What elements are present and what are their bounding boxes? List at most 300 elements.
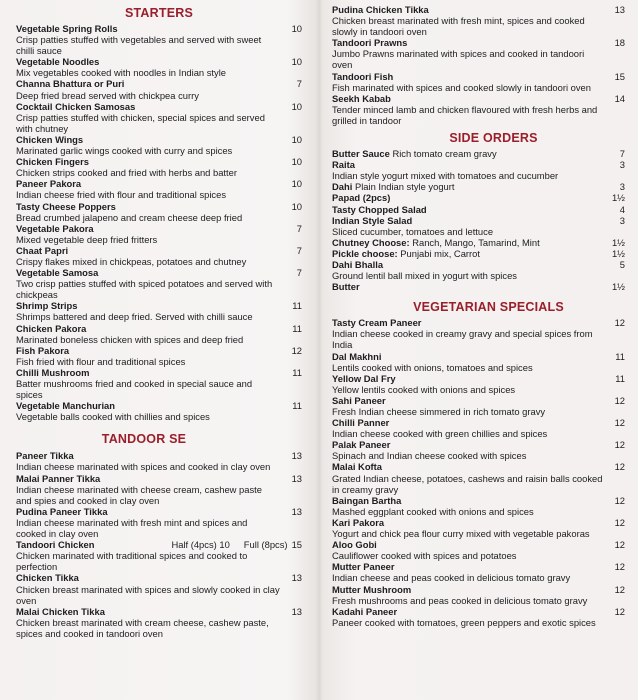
menu-item-heading <box>332 517 384 528</box>
menu-item-portions <box>171 539 287 550</box>
menu-item <box>332 93 625 126</box>
menu-item-price: 12 <box>291 344 302 356</box>
menu-item-name: Shrimp Strips <box>16 300 78 312</box>
menu-item-row <box>332 204 625 215</box>
menu-item-row <box>332 351 625 362</box>
menu-item <box>16 23 302 56</box>
menu-item-heading <box>332 181 454 192</box>
menu-item-heading <box>16 606 105 617</box>
menu-item-description: Mixed vegetable deep fried fritters <box>16 233 158 245</box>
menu-item <box>16 300 302 322</box>
menu-item-name: Indian Style Salad <box>332 214 413 226</box>
right-column <box>330 0 638 700</box>
menu-item-description: Indian cheese fried with flour and traditional spices <box>16 189 227 201</box>
menu-item <box>332 281 625 292</box>
menu-item-description: Chicken breast marinated with fresh mint, spices and cooked slowly in tandoori oven <box>332 15 585 38</box>
menu-item-description: Fish marinated with spices and cooked slowly in tandoori oven <box>332 81 591 93</box>
menu-item-price: 3 <box>619 159 625 171</box>
menu-item <box>332 351 625 373</box>
menu-item-price: 14 <box>614 92 625 104</box>
menu-item-price: 12 <box>614 561 625 573</box>
menu-item-price: 1½ <box>611 247 625 259</box>
menu-item <box>332 215 625 237</box>
menu-item <box>16 606 302 639</box>
menu-item-name: Mutter Paneer <box>332 561 395 573</box>
menu-item-name: Dahi Bhalla <box>332 258 384 270</box>
menu-item-price: 11 <box>292 300 302 312</box>
menu-item-name: Chicken Pakora <box>16 322 87 334</box>
menu-item-heading <box>332 93 391 104</box>
menu-item-heading <box>332 373 396 384</box>
menu-item-row <box>16 367 302 378</box>
menu-item-description: Batter mushrooms fried and cooked in special sauce and spices <box>16 378 253 401</box>
menu-item-price: 7 <box>296 222 302 234</box>
menu-item-price: 18 <box>614 37 625 49</box>
menu-item-price: 11 <box>615 372 625 384</box>
menu-item-description: Indian cheese marinated with cheese cream, cashew paste and spies and cooked in clay oven <box>16 483 262 506</box>
menu-item-description: Indian cheese and peas cooked in delicious tomato gravy <box>332 572 571 584</box>
menu-item-row <box>16 178 302 189</box>
menu-item-name: Butter Sauce <box>332 148 390 160</box>
menu-item-description: Indian cheese cooked in creamy gravy and special spices from India <box>332 328 593 351</box>
menu-item-description: Fresh Indian cheese simmered in rich tomato gravy <box>332 406 546 417</box>
menu-item-name: Paneer Pakora <box>16 178 82 190</box>
menu-item-name: Chicken Tikka <box>16 572 79 584</box>
menu-item-name: Tandoori Chicken <box>16 539 95 551</box>
menu-item-description: Mix vegetables cooked with noodles in Indian style <box>16 67 227 79</box>
menu-item-name: Palak Paneer <box>332 439 391 451</box>
full-portion: Full (8pcs) <box>243 539 288 551</box>
menu-item <box>332 317 625 350</box>
menu-item-heading <box>332 539 377 550</box>
menu-item-description: Two crisp patties stuffed with spiced potatoes and served with chickpeas <box>16 278 273 301</box>
menu-item-description: Marinated boneless chicken with spices and deep fried <box>16 333 244 345</box>
menu-item-row <box>332 148 625 159</box>
menu-item-note: Punjabi mix, Carrot <box>400 247 480 259</box>
menu-item-heading <box>16 56 99 67</box>
menu-item-description: Mashed eggplant cooked with onions and spices <box>332 505 534 517</box>
menu-item-row <box>16 23 302 34</box>
menu-item-heading <box>16 367 89 378</box>
menu-item-price: 10 <box>291 23 302 34</box>
menu-item-row <box>332 93 625 104</box>
menu-item-row <box>16 201 302 212</box>
menu-item-heading <box>16 300 77 311</box>
menu-item-description: Crisp patties stuffed with chicken, special spices and served with chutney <box>16 111 265 134</box>
menu-item <box>332 148 625 159</box>
menu-item <box>16 178 302 200</box>
menu-item-price: 12 <box>614 583 625 595</box>
menu-item-price: 11 <box>292 366 302 378</box>
menu-item-name: Chicken Fingers <box>16 156 89 168</box>
menu-item-heading <box>16 156 89 167</box>
menu-item-row <box>332 37 625 48</box>
menu-item-name: Cocktail Chicken Samosas <box>16 100 136 112</box>
menu-item-description: Indian style yogurt mixed with tomatoes and cucumber <box>332 170 559 182</box>
menu-item-name: Papad (2pcs) <box>332 192 391 204</box>
menu-item <box>332 584 625 606</box>
menu-item-name: Mutter Mushroom <box>332 583 412 595</box>
menu-item <box>16 506 302 539</box>
menu-item-description: Chicken breast marinated with spices and slowly cooked in clay oven <box>16 583 280 606</box>
menu-item-heading <box>16 450 74 461</box>
tandoor-title: TANDOOR SE <box>101 432 187 447</box>
menu-item-description: Cauliflower cooked with spices and potatoes <box>332 550 517 562</box>
menu-item-note: Rich tomato cream gravy <box>392 148 497 160</box>
menu-item-note: Ranch, Mango, Tamarind, Mint <box>412 236 540 248</box>
menu-item-row <box>332 539 625 550</box>
menu-item-name: Chutney Choose: <box>332 236 410 248</box>
menu-item-row <box>332 584 625 595</box>
menu-item-price: 15 <box>291 539 302 551</box>
side-orders-list <box>332 148 625 292</box>
menu-item-name: Malai Panner Tikka <box>16 472 101 484</box>
menu-item-row <box>16 539 302 550</box>
menu-item <box>16 56 302 78</box>
vegetarian-title: VEGETARIAN SPECIALS <box>413 300 564 315</box>
menu-item <box>332 37 625 70</box>
menu-item-name: Chilli Mushroom <box>16 366 90 378</box>
menu-item <box>332 373 625 395</box>
menu-item <box>332 248 625 259</box>
menu-item-row <box>16 323 302 334</box>
menu-item <box>16 345 302 367</box>
menu-item <box>16 323 302 345</box>
menu-item-description: Crispy flakes mixed in chickpeas, potatoes and chutney <box>16 255 247 267</box>
menu-item-row <box>332 439 625 450</box>
menu-item-description: Chicken breast marinated with cream cheese, cashew paste, spices and cooked in tandoori oven <box>16 616 269 639</box>
menu-item-heading <box>16 245 68 256</box>
menu-item-price: 13 <box>291 505 302 517</box>
menu-item-price: 10 <box>291 200 302 212</box>
menu-item-heading <box>16 506 108 517</box>
menu-item-name: Yellow Dal Fry <box>332 372 396 384</box>
menu-item-heading <box>332 248 480 259</box>
menu-item-name: Kadahi Paneer <box>332 605 398 617</box>
menu-item-row <box>332 71 625 82</box>
menu-item <box>16 156 302 178</box>
menu-item-name: Malai Chicken Tikka <box>16 605 105 617</box>
menu-item-row <box>332 281 625 292</box>
menu-item-description: Deep fried bread served with chickpea curry <box>16 89 199 101</box>
menu-item-heading <box>16 539 94 550</box>
menu-item-row <box>332 181 625 192</box>
menu-item-row <box>16 473 302 484</box>
menu-item-price: 13 <box>291 472 302 484</box>
menu-item-heading <box>332 461 382 472</box>
menu-item-price: 11 <box>292 400 302 412</box>
menu-item-price: 12 <box>614 516 625 528</box>
menu-item-name: Baingan Bartha <box>332 494 402 506</box>
menu-item <box>332 417 625 439</box>
menu-item-description: Lentils cooked with onions, tomatoes and spices <box>332 361 533 373</box>
menu-item-heading <box>16 78 124 89</box>
menu-item-heading <box>332 204 427 215</box>
menu-item-row <box>16 245 302 256</box>
menu-item-price: 12 <box>614 317 625 329</box>
menu-item-price: 11 <box>615 350 625 362</box>
menu-item-description: Yellow lentils cooked with onions and spices <box>332 383 516 395</box>
menu-item-heading <box>16 323 86 334</box>
menu-item <box>16 134 302 156</box>
half-portion: Half (4pcs) 10 <box>171 539 230 551</box>
menu-item-name: Aloo Gobi <box>332 539 377 551</box>
menu-item-row <box>16 572 302 583</box>
menu-item-name: Sahi Paneer <box>332 394 386 406</box>
tandoor-list-continued <box>332 4 625 126</box>
menu-item-name: Pickle choose: <box>332 247 398 259</box>
menu-item-row <box>16 506 302 517</box>
menu-item-row <box>332 417 625 428</box>
menu-item-price: 1½ <box>611 192 625 204</box>
menu-item-heading <box>332 71 393 82</box>
menu-item-row <box>332 248 625 259</box>
menu-item-price: 13 <box>291 450 302 462</box>
menu-item-name: Seekh Kabab <box>332 92 391 104</box>
menu-item <box>332 204 625 215</box>
menu-item-description: Sliced cucumber, tomatoes and lettuce <box>332 225 494 237</box>
menu-item <box>332 4 625 37</box>
menu-item-heading <box>332 192 390 203</box>
menu-item-heading <box>16 178 81 189</box>
menu-item <box>16 572 302 605</box>
menu-item-row <box>332 495 625 506</box>
menu-item-name: Chilli Panner <box>332 417 390 429</box>
menu-item-name: Tasty Cream Paneer <box>332 317 422 329</box>
menu-item-description: Fresh mushrooms and peas cooked in delicious tomato gravy <box>332 594 588 606</box>
menu-item <box>16 450 302 472</box>
menu-item-row <box>332 517 625 528</box>
menu-item-description: Indian cheese marinated with spices and cooked in clay oven <box>16 461 271 473</box>
menu-item-price: 13 <box>291 572 302 584</box>
menu-item <box>332 395 625 417</box>
menu-item <box>332 259 625 281</box>
menu-item-heading <box>332 4 429 15</box>
menu-item-heading <box>16 101 135 112</box>
menu-item <box>16 101 302 134</box>
menu-item-heading <box>332 37 407 48</box>
menu-item-description: Jumbo Prawns marinated with spices and cooked in tandoori oven <box>332 48 585 71</box>
menu-item-price: 1½ <box>611 281 625 293</box>
menu-item-heading <box>332 495 401 506</box>
menu-item-heading <box>16 267 98 278</box>
menu-item-price: 7 <box>296 244 302 256</box>
menu-item-heading <box>16 23 118 34</box>
menu-item-heading <box>332 148 497 159</box>
menu-item-name: Vegetable Pakora <box>16 222 94 234</box>
menu-item-name: Fish Pakora <box>16 344 70 356</box>
menu-item-row <box>16 134 302 145</box>
menu-item-name: Paneer Tikka <box>16 450 74 462</box>
menu-item <box>332 181 625 192</box>
menu-item-row <box>16 223 302 234</box>
menu-item-row <box>16 606 302 617</box>
menu-item-row <box>16 56 302 67</box>
menu-item-name: Vegetable Noodles <box>16 56 100 68</box>
menu-item-price: 12 <box>614 439 625 451</box>
menu-item-price: 12 <box>614 539 625 551</box>
menu-item-description: Crisp patties stuffed with vegetables and served with sweet chilli sauce <box>16 34 262 57</box>
menu-item-price: 3 <box>619 181 625 193</box>
menu-item-description: Fish fried with flour and traditional spices <box>16 355 186 367</box>
menu-item-name: Vegetable Spring Rolls <box>16 23 118 34</box>
menu-item-row <box>16 101 302 112</box>
menu-item-row <box>16 156 302 167</box>
menu-item-heading <box>332 395 386 406</box>
menu-item-name: Dahi <box>332 181 353 193</box>
menu-item-price: 10 <box>291 156 302 168</box>
left-column <box>0 0 310 700</box>
menu-item-row <box>332 215 625 226</box>
menu-item-description: Grated Indian cheese, potatoes, cashews and raisin balls cooked in creamy gravy <box>332 472 603 495</box>
menu-item-heading <box>16 345 69 356</box>
menu-item-price: 13 <box>291 605 302 617</box>
menu-item-heading <box>332 584 411 595</box>
menu-item-price: 10 <box>291 133 302 145</box>
menu-item-price: 11 <box>292 322 302 334</box>
menu-item <box>16 223 302 245</box>
menu-item-price: 5 <box>619 258 625 270</box>
starters-list <box>16 23 302 422</box>
menu-item-name: Dal Makhni <box>332 350 382 362</box>
menu-item <box>16 539 302 572</box>
menu-item-name: Malai Kofta <box>332 461 383 473</box>
menu-item-row <box>332 461 625 472</box>
menu-item-description: Indian cheese marinated with fresh mint and spices and cooked in clay oven <box>16 516 248 540</box>
menu-item-price: 4 <box>619 203 625 215</box>
menu-item-row <box>332 561 625 572</box>
menu-item-row <box>16 450 302 461</box>
menu-item <box>332 71 625 93</box>
menu-item-heading <box>16 223 94 234</box>
menu-item-name: Tasty Chopped Salad <box>332 203 427 215</box>
menu-item <box>332 461 625 494</box>
menu-item-name: Tandoori Prawns <box>332 37 408 49</box>
menu-item-row <box>332 259 625 270</box>
menu-item-name: Chaat Papri <box>16 244 69 256</box>
menu-item-heading <box>332 159 355 170</box>
menu-item <box>332 539 625 561</box>
menu-item-row <box>16 267 302 278</box>
menu-item-price: 7 <box>296 78 302 90</box>
menu-item-price: 10 <box>291 178 302 190</box>
menu-item-description: Spinach and Indian cheese cooked with spices <box>332 450 527 462</box>
menu-item-row <box>16 345 302 356</box>
menu-item-row <box>332 237 625 248</box>
menu-item-heading <box>16 201 116 212</box>
menu-item-description: Tender minced lamb and chicken flavoured with fresh herbs and grilled in tandoor <box>332 103 598 126</box>
menu-item-name: Vegetable Manchurian <box>16 400 115 412</box>
menu-item-description: Shrimps battered and deep fried. Served with chilli sauce <box>16 311 253 323</box>
menu-item-name: Channa Bhattura or Puri <box>16 78 125 90</box>
menu-item <box>332 439 625 461</box>
menu-item-price: 13 <box>614 4 625 15</box>
menu-item-row <box>332 4 625 15</box>
starters-title: STARTERS <box>124 6 194 20</box>
menu-item-heading <box>332 439 390 450</box>
menu-item-price: 12 <box>614 417 625 429</box>
menu-item-heading <box>332 281 360 292</box>
menu-item-row <box>332 159 625 170</box>
menu-item <box>332 561 625 583</box>
menu-item-heading <box>16 473 100 484</box>
menu-item-name: Pudina Paneer Tikka <box>16 505 108 517</box>
menu-item-heading <box>332 259 383 270</box>
menu-item-price: 7 <box>619 148 625 160</box>
menu-item-name: Tasty Cheese Poppers <box>16 200 116 212</box>
menu-item-name: Raita <box>332 159 355 171</box>
vegetarian-list <box>332 317 625 628</box>
menu-item <box>16 473 302 506</box>
menu-item <box>332 517 625 539</box>
menu-item <box>332 192 625 203</box>
menu-item-name: Tandoori Fish <box>332 70 394 82</box>
menu-item-row <box>332 395 625 406</box>
menu-item-heading <box>332 561 395 572</box>
menu-item-description: Ground lentil ball mixed in yogurt with spices <box>332 270 517 282</box>
menu-item <box>332 495 625 517</box>
menu-item-heading <box>332 417 389 428</box>
menu-item-row <box>16 400 302 411</box>
menu-item <box>16 267 302 300</box>
menu-item-heading <box>16 572 79 583</box>
menu-item-heading <box>16 400 115 411</box>
menu-item-heading <box>332 215 412 226</box>
menu-item-description: Marinated garlic wings cooked with curry and spices <box>16 145 233 157</box>
menu-item-price: 10 <box>291 100 302 112</box>
menu-item-price: 15 <box>614 70 625 82</box>
menu-item-heading <box>332 351 382 362</box>
menu-item-price: 7 <box>296 267 302 279</box>
menu-item-description: Chicken strips cooked and fried with herbs and batter <box>16 167 237 179</box>
menu-item-heading <box>16 134 83 145</box>
tandoor-list <box>16 450 302 639</box>
menu-item <box>16 78 302 100</box>
menu-item-name: Kari Pakora <box>332 516 385 528</box>
menu-item-price: 10 <box>291 56 302 68</box>
menu-item-name: Chicken Wings <box>16 133 84 145</box>
menu-item-row <box>332 192 625 203</box>
menu-item-note: Plain Indian style yogurt <box>354 181 455 193</box>
menu-item-name: Butter <box>332 281 360 293</box>
menu-item-description: Bread crumbed jalapeno and cream cheese deep fried <box>16 211 243 223</box>
menu-item <box>332 606 625 628</box>
menu-item <box>16 400 302 422</box>
menu-item <box>16 245 302 267</box>
menu-item-name: Pudina Chicken Tikka <box>332 4 429 15</box>
menu-item-heading <box>332 237 540 248</box>
menu-item-description: Chicken marinated with traditional spices and cooked to perfection <box>16 550 248 573</box>
menu-item-heading <box>332 317 421 328</box>
menu-item-description: Yogurt and chick pea flour curry mixed with vegetable pakoras <box>332 528 590 540</box>
menu-item-description: Vegetable balls cooked with chillies and spices <box>16 411 210 423</box>
menu-item-price: 12 <box>614 461 625 473</box>
menu-item <box>332 237 625 248</box>
menu-item-price: 3 <box>619 214 625 226</box>
menu-item-row <box>332 317 625 328</box>
menu-item-price: 12 <box>614 494 625 506</box>
menu-item-price: 12 <box>614 605 625 617</box>
menu-item-price: 12 <box>614 394 625 406</box>
menu-item-name: Vegetable Samosa <box>16 267 99 279</box>
menu-item-heading <box>332 606 397 617</box>
menu-item <box>16 201 302 223</box>
menu-item-price: 1½ <box>611 236 625 248</box>
menu-item-row <box>332 606 625 617</box>
menu-item-row <box>332 373 625 384</box>
menu-item-row <box>16 300 302 311</box>
side-orders-title: SIDE ORDERS <box>449 131 538 146</box>
